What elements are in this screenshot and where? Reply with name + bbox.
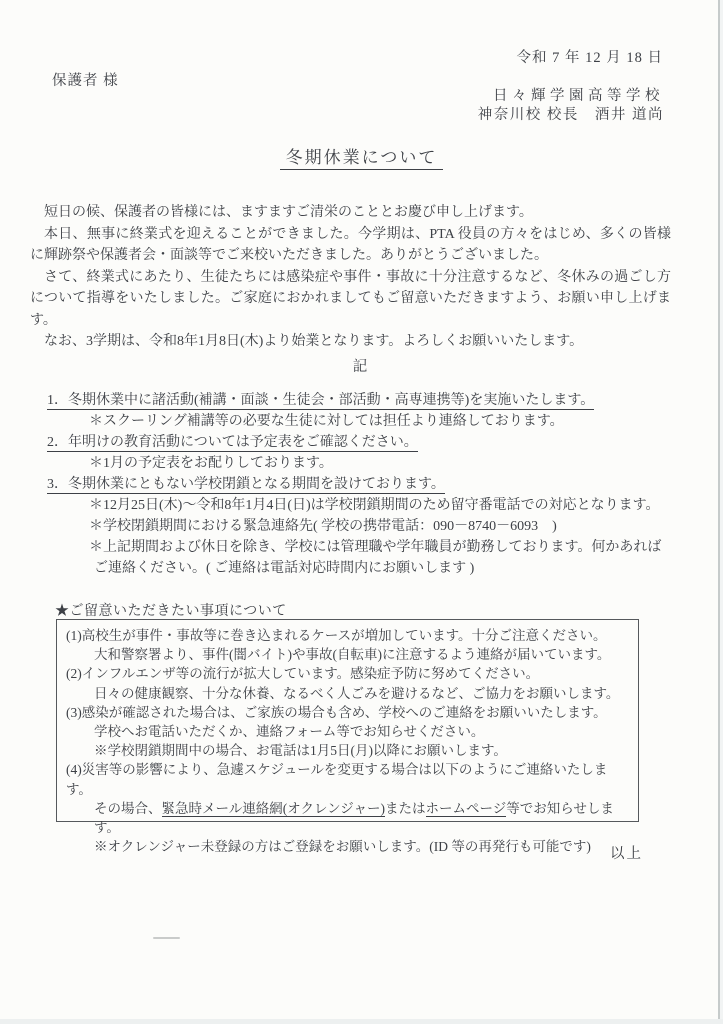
scan-artifact-dash: [153, 937, 180, 939]
notice-item-2-lead: (2)インフルエンザ等の流行が拡大しています。感染症予防に努めてください。: [66, 666, 540, 682]
emergency-mail-network-underlined: 緊急時メール連絡網(オクレンジャー): [161, 800, 386, 816]
closing-mark: 以上: [610, 846, 643, 862]
list-item-2-note: ＊1月の予定表をお配りしております。: [89, 456, 333, 471]
recipient-line: 保護者 様: [52, 73, 119, 89]
sender-school-name: 日々輝学園高等学校: [493, 88, 664, 104]
notice-item-4-mid: または: [385, 800, 426, 816]
notice-item-3-lead: (3)感染が確認された場合は、ご家族の場合も含め、学校へのご連絡をお願いいたします。: [66, 704, 607, 720]
intro-paragraph-4: なお、3学期は、令和8年1月8日(木)より始業となります。よろしくお願いいたします。: [44, 334, 584, 349]
scan-bottom-band: [0, 1019, 723, 1024]
scan-edge-fill: [720, 0, 723, 1024]
notice-item-4-sub-1: [94, 799, 629, 837]
notice-item-3-sub-2: ※学校閉鎖期間中の場合、お電話は1月5日(月)以降にお願いします。: [94, 743, 507, 759]
list-item-3-note-2: ＊学校閉鎖期間における緊急連絡先( 学校の携帯電話：090－8740－6093 ): [89, 519, 557, 534]
list-item-3-note-3: ＊上記期間および休日を除き、学校には管理職や学年職員が勤務しております。何かあればご連絡ください。( ご連絡は電話対応時間内にお願いします ): [89, 540, 662, 576]
notice-item-4-suffix: 等でお知らせします。: [94, 800, 614, 836]
list-item-3-heading: 3．冬期休業にともない学校閉鎖となる期間を設けております。: [47, 477, 445, 492]
intro-paragraph-1: 短日の候、保護者の皆様には、ますますご清栄のこととお慶び申し上げます。: [44, 205, 533, 220]
notice-item-4-sub-2: ※オクレンジャー未登録の方はご登録をお願いします。(ID 等の再発行も可能です): [94, 839, 591, 855]
notice-item-1-lead: (1)高校生が事件・事故等に巻き込まれるケースが増加しています。十分ご注意ください。: [66, 628, 607, 643]
intro-paragraph-2: 本日、無事に終業式を迎えることができました。今学期は、PTA 役員の方々をはじめ、多くの皆様に輝跡祭や保護者会・面談等でご来校いただきました。ありがとうございました。: [30, 226, 671, 263]
scan-edge-right-line: [718, 0, 720, 1024]
notice-section-heading: ★ご留意いただきたい事項について: [55, 604, 287, 619]
list-item-1-heading: 1．冬期休業中に諸活動(補講・面談・生徒会・部活動・高専連携等)を実施いたします。: [47, 393, 595, 408]
sender-block: [478, 87, 664, 125]
notice-item-2-sub: 日々の健康観察、十分な休養、なるべく人ごみを避けるなど、ご協力をお願いします。: [94, 685, 620, 701]
sender-principal-name: 神奈川校 校長 酒井 道尚: [477, 107, 664, 123]
list-item-3-note-1: ＊12月25日(木)～令和8年1月4日(日)は学校閉鎖期間のため留守番電話での対応となります。: [89, 498, 660, 513]
intro-paragraphs: [30, 202, 671, 353]
document-title: 冬期休業について: [0, 143, 723, 168]
notice-item-4-prefix: その場合、: [94, 800, 162, 816]
list-item-2-heading: 2．年明けの教育活動については予定表をご確認ください。: [47, 435, 418, 450]
letter-date: 令和 7 年 12 月 18 日: [516, 50, 663, 66]
intro-paragraph-3: さて、終業式にあたり、生徒たちには感染症や事件・事故に十分注意するなど、冬休みの過ごし方について指導をいたしました。ご家庭におかれましてもご留意いただきますよう、お願い申し上げます。: [30, 269, 671, 328]
list-item-1-note: ＊スクーリング補講等の必要な生徒に対しては担任より連絡しております。: [89, 414, 564, 429]
notice-item-3-sub-1: 学校へお電話いただくか、連絡フォーム等でお知らせください。: [94, 724, 485, 740]
record-mark: 記: [352, 359, 371, 375]
notice-item-1-sub: 大和警察署より、事件(闇バイト)や事故(自転車)に注意するよう連絡が届いています。: [94, 647, 611, 663]
homepage-underlined: ホームページ: [425, 800, 507, 816]
notice-item-4-lead: (4)災害等の影響により、急遽スケジュールを変更する場合は以下のようにご連絡いたします。: [66, 762, 608, 797]
notice-box: [56, 619, 639, 855]
numbered-list: [47, 390, 675, 579]
